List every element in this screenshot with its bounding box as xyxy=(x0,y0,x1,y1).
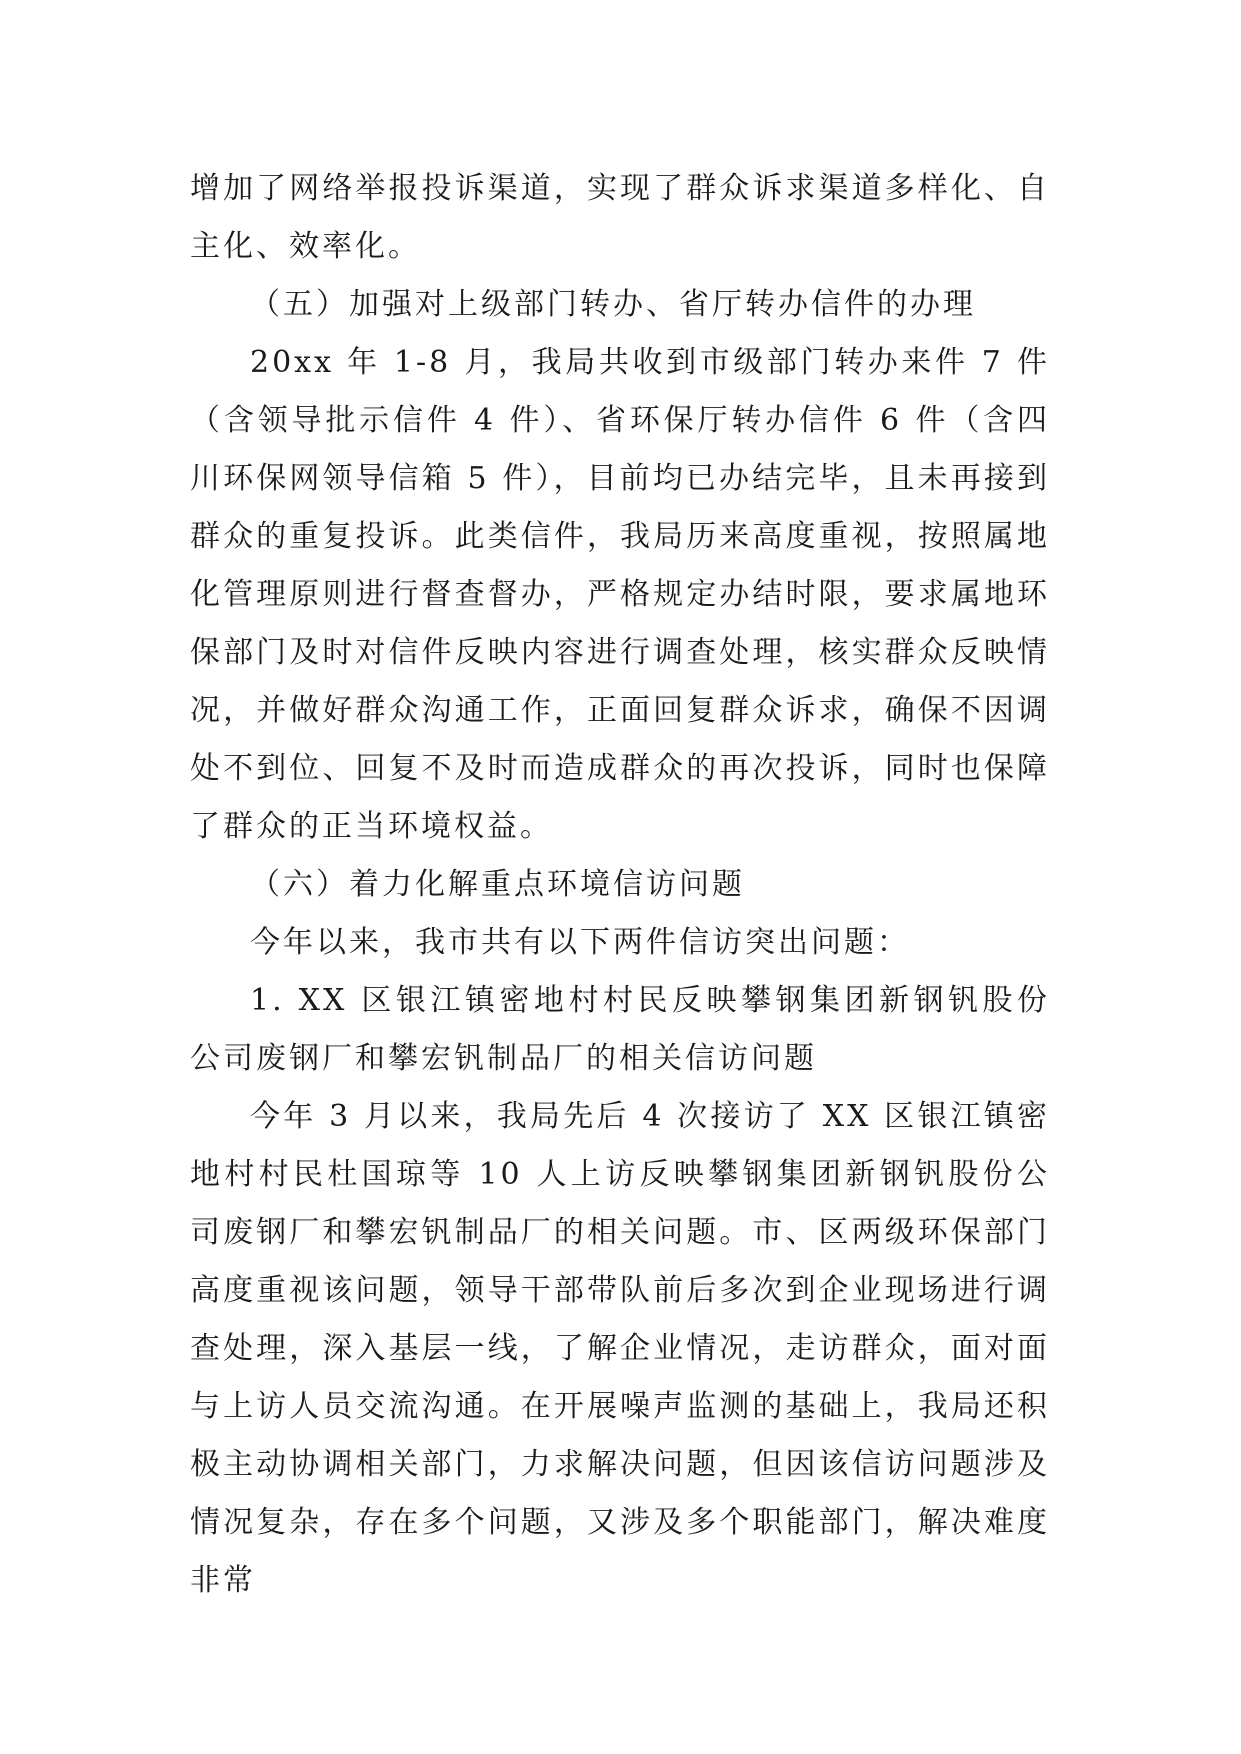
section-heading-five: （五）加强对上级部门转办、省厅转办信件的办理 xyxy=(250,287,976,322)
paragraph-transferred-letters: 20xx 年 1-8 月，我局共收到市级部门转办来件 7 件（含领导批示信件 4 件）、省环保厅转办信件 6 件（含四川环保网领导信箱 5 件），目前均已办结完毕，且未再接到群众的重复投诉。此类信件，我局历来高度重视，按照属地化管理原则进行督查督办，严格规定办结时限，要求属地环保部门及时对信件反映内容进行调查处理，核实群众反映情况，并做好群众沟通工作，正面回复群众诉求，确保不因调处不到位、回复不及时而造成群众的再次投诉，同时也保障了群众的正当环境权益。 xyxy=(190,345,1050,844)
section-heading-six: （六）着力化解重点环境信访问题 xyxy=(250,867,745,902)
paragraph-issue-1-details: 今年 3 月以来，我局先后 4 次接访了 XX 区银江镇密地村村民杜国琼等 10 人上访反映攀钢集团新钢钒股份公司废钢厂和攀宏钒制品厂的相关问题。市、区两级环保部门高度重视该问题，领导干部带队前后多次到企业现场进行调查处理，深入基层一线，了解企业情况，走访群众，面对面与上访人员交流沟通。在开展噪声监测的基础上，我局还积极主动协调相关部门，力求解决问题，但因该信访问题涉及情况复杂，存在多个问题，又涉及多个职能部门，解决难度非常 xyxy=(190,1099,1050,1598)
paragraph-network-channels: 增加了网络举报投诉渠道，实现了群众诉求渠道多样化、自主化、效率化。 xyxy=(190,171,1050,264)
document-body xyxy=(190,160,1050,1610)
issue-item-1-title: 1. XX 区银江镇密地村村民反映攀钢集团新钢钒股份公司废钢厂和攀宏钒制品厂的相关信访问题 xyxy=(190,983,1050,1076)
paragraph-two-issues-intro: 今年以来，我市共有以下两件信访突出问题： xyxy=(250,925,910,960)
